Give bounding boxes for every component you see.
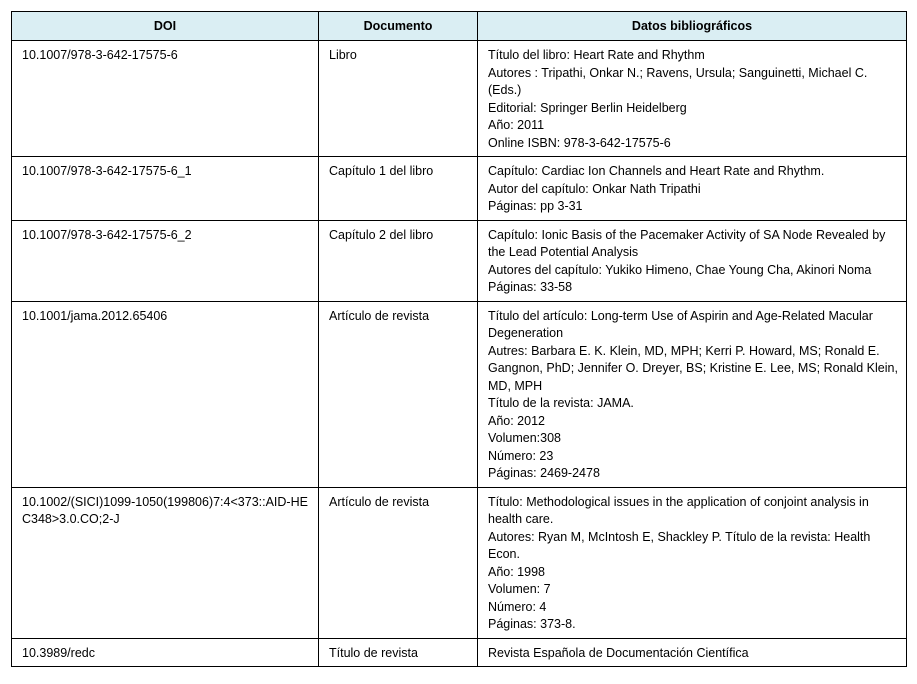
bibliographic-line: Volumen:308 (488, 431, 561, 445)
bibliographic-line: Autores del capítulo: Yukiko Himeno, Chae Young Cha, Akinori Noma (488, 262, 872, 277)
bibliographic-line: Autres: Barbara E. K. Klein, MD, MPH; Kerri P. Howard, MS; Ronald E. Gangnon, PhD; Jennifer O. Dreyer, BS; Kristine E. Lee, MS; Ronald Klein, MD, MPH (488, 343, 898, 393)
document-type-cell: Capítulo 2 del libro (319, 220, 478, 301)
bibliographic-line: Online ISBN: 978-3-642-17575-6 (488, 135, 671, 150)
bibliographic-line: Páginas: 2469-2478 (488, 466, 600, 480)
header-documento: Documento (319, 12, 478, 41)
bibliographic-line: Título: Methodological issues in the application of conjoint analysis in health care. (488, 494, 869, 526)
bibliographic-data-cell (478, 301, 907, 487)
doi-cell: 10.3989/redc (12, 638, 319, 667)
bibliographic-line: Año: 1998 (488, 564, 545, 579)
bibliographic-line: Capítulo: Ionic Basis of the Pacemaker Activity of SA Node Revealed by the Lead Potential Analysis (488, 227, 886, 259)
bibliographic-line: Revista Española de Documentación Científica (488, 645, 749, 660)
table-row (12, 638, 907, 667)
bibliographic-line: Páginas: 33-58 (488, 280, 573, 294)
table-row (12, 301, 907, 487)
table-row (12, 41, 907, 157)
doi-cell: 10.1001/jama.2012.65406 (12, 301, 319, 487)
header-row (12, 12, 907, 41)
doi-cell: 10.1007/978-3-642-17575-6_2 (12, 220, 319, 301)
doi-cell: 10.1007/978-3-642-17575-6_1 (12, 157, 319, 221)
bibliographic-data-cell (478, 487, 907, 638)
doi-cell: 10.1002/(SICI)1099-1050(199806)7:4<373::AID-HEC348>3.0.CO;2-J (12, 487, 319, 638)
bibliographic-data-cell (478, 41, 907, 157)
bibliographic-line: Título del artículo: Long-term Use of Aspirin and Age-Related Macular Degeneration (488, 308, 873, 340)
bibliographic-line: Capítulo: Cardiac Ion Channels and Heart Rate and Rhythm. (488, 164, 825, 178)
bibliographic-line: Editorial: Springer Berlin Heidelberg (488, 100, 687, 115)
bibliographic-line: Número: 23 (488, 448, 554, 463)
document-type-cell: Libro (319, 41, 478, 157)
table-row (12, 220, 907, 301)
bibliographic-line: Autores : Tripathi, Onkar N.; Ravens, Ursula; Sanguinetti, Michael C. (Eds.) (488, 65, 868, 97)
bibliographic-data-cell (478, 638, 907, 667)
bibliography-table (11, 11, 907, 667)
table-row (12, 157, 907, 221)
document-type-cell: Título de revista (319, 638, 478, 667)
header-datos: Datos bibliográficos (478, 12, 907, 41)
document-type-cell: Capítulo 1 del libro (319, 157, 478, 221)
bibliographic-line: Título de la revista: JAMA. (488, 396, 634, 410)
bibliographic-line: Año: 2012 (488, 413, 545, 428)
bibliographic-line: Año: 2011 (488, 118, 545, 132)
document-type-cell: Artículo de revista (319, 301, 478, 487)
document-type-cell: Artículo de revista (319, 487, 478, 638)
header-doi: DOI (12, 12, 319, 41)
bibliographic-line: Volumen: 7 (488, 582, 551, 596)
table-row (12, 487, 907, 638)
bibliographic-data-cell (478, 220, 907, 301)
bibliographic-line: Autor del capítulo: Onkar Nath Tripathi (488, 181, 701, 196)
bibliographic-line: Título del libro: Heart Rate and Rhythm (488, 48, 705, 62)
bibliographic-line: Páginas: 373-8. (488, 617, 576, 631)
bibliographic-line: Autores: Ryan M, McIntosh E, Shackley P. Título de la revista: Health Econ. (488, 529, 871, 561)
bibliographic-line: Páginas: pp 3-31 (488, 199, 583, 213)
doi-cell: 10.1007/978-3-642-17575-6 (12, 41, 319, 157)
bibliographic-line: Número: 4 (488, 599, 547, 614)
bibliographic-data-cell (478, 157, 907, 221)
